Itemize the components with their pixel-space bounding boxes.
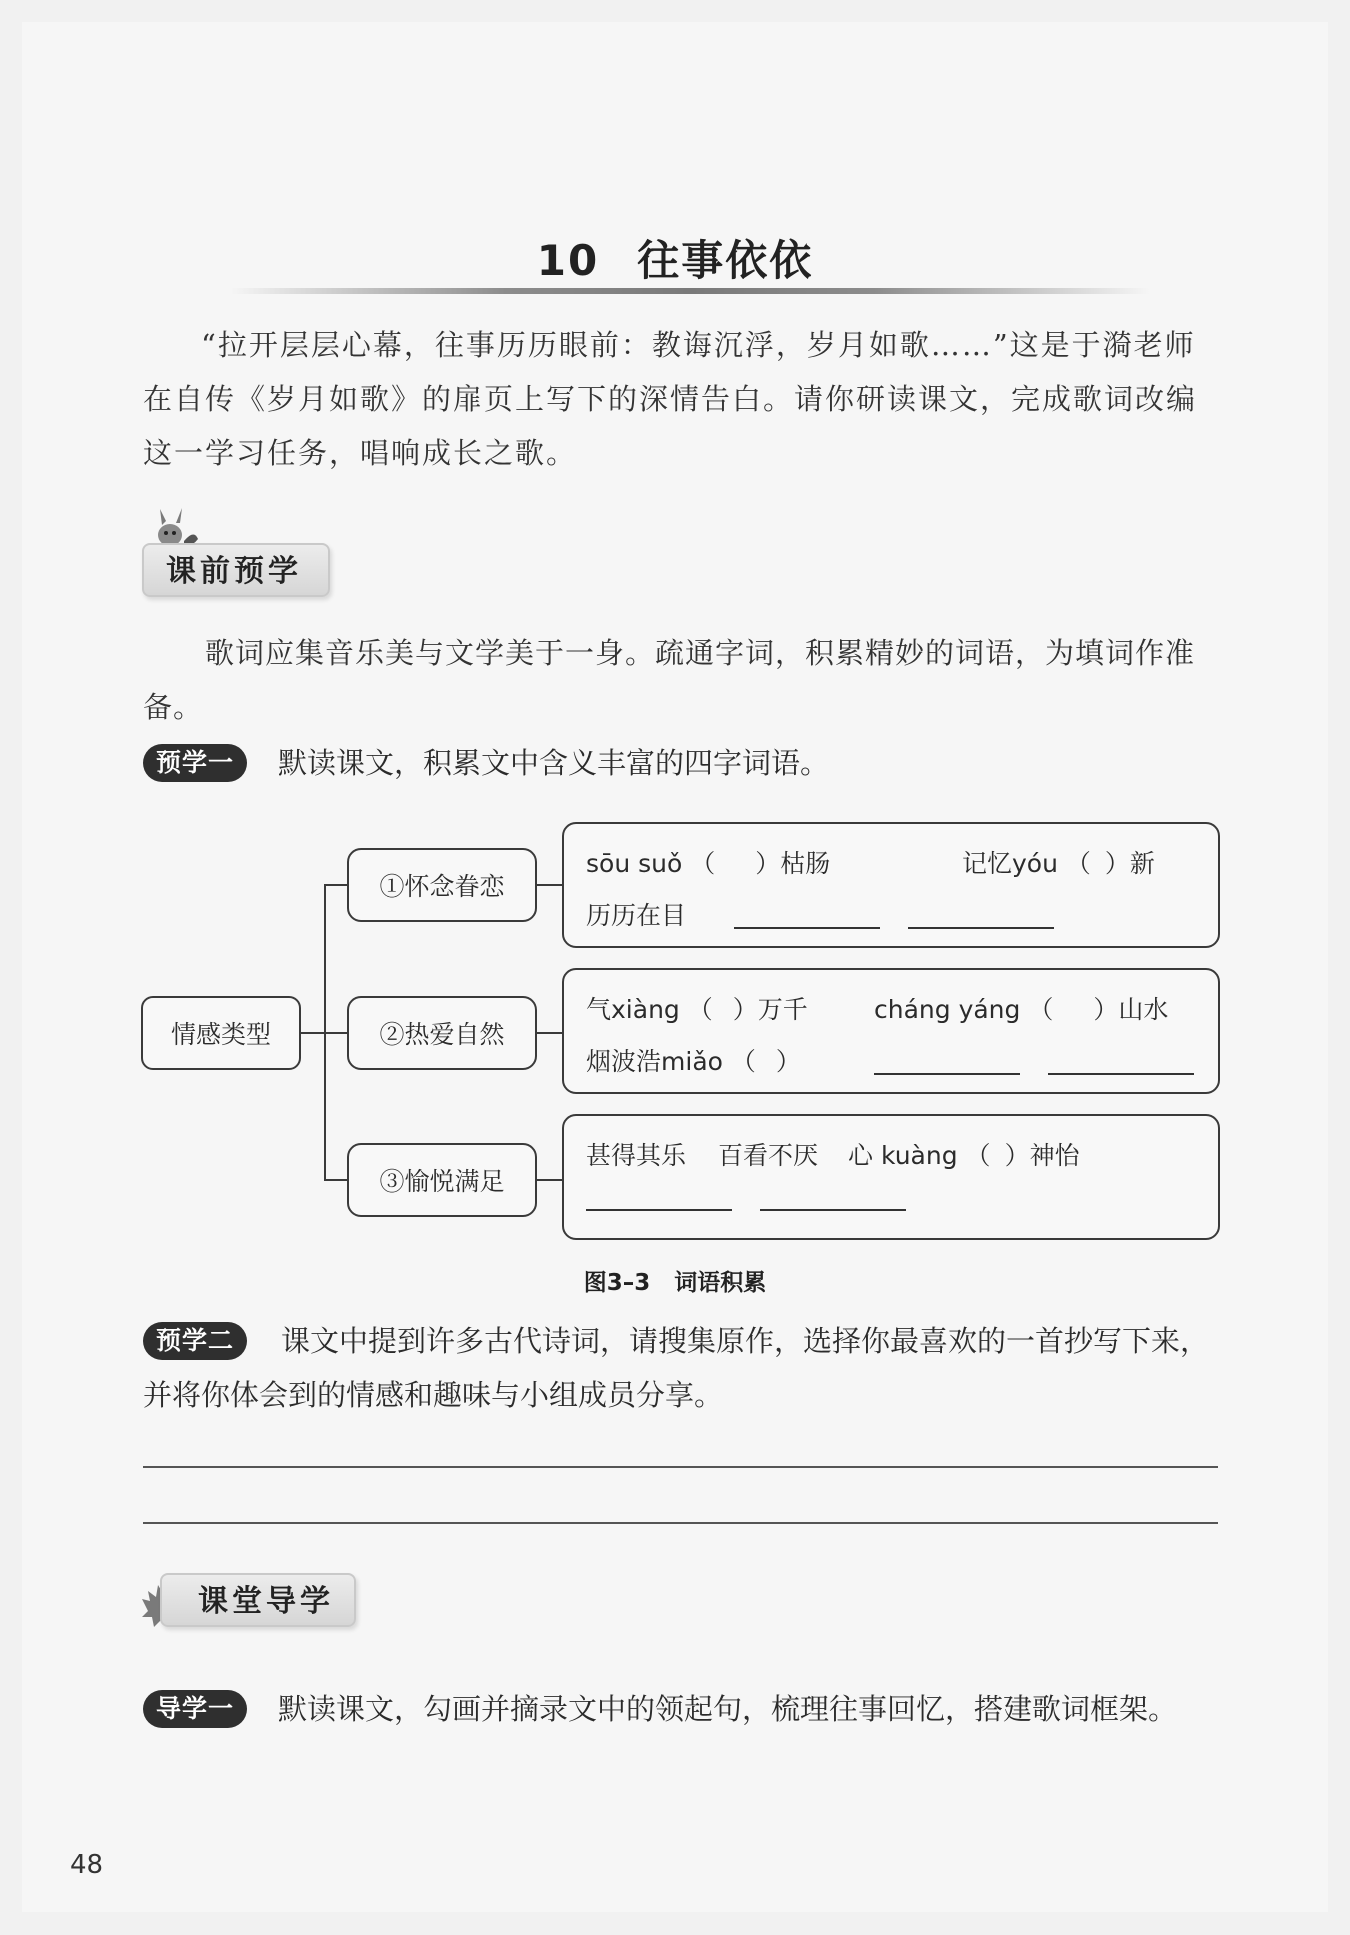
connector-leaf-3 (537, 1179, 563, 1181)
branch-label-2: ②热爱自然 (379, 1020, 505, 1049)
page-number: 48 (70, 1850, 104, 1880)
branch-label-3: ③愉悦满足 (379, 1167, 505, 1196)
answer-blank[interactable] (1048, 1072, 1194, 1075)
leaf2-row1-a: 气xiàng （ ）万千 (586, 995, 808, 1024)
answer-blank[interactable] (908, 926, 1054, 929)
writing-line-2[interactable] (143, 1522, 1218, 1524)
section1-text: 歌词应集音乐美与文学美于一身。疏通字词，积累精妙的词语，为填词作准备。 (143, 636, 1196, 724)
figure-title: 词语积累 (674, 1270, 767, 1296)
task-badge-class-1: 导学一 (143, 1690, 247, 1728)
section-tag-preview: 课前预学 (142, 543, 330, 597)
diagram-root-label: 情感类型 (170, 1020, 271, 1049)
leaf-box-1 (562, 822, 1220, 948)
answer-blank[interactable] (760, 1208, 906, 1211)
task-badge-preview-1: 预学一 (143, 744, 247, 782)
title-underline (230, 288, 1150, 294)
task2-text: 课文中提到许多古代诗词，请搜集原作，选择你最喜欢的一首抄写下来，并将你体会到的情感和趣味与小组成员分享。 (143, 1324, 1210, 1412)
leaf1-row2: 历历在目 (586, 901, 687, 930)
leaf3-row1: 甚得其乐 百看不厌 心 kuàng （ ）神怡 (586, 1141, 1080, 1170)
leaf2-row2: 烟波浩miǎo （ ） (586, 1047, 801, 1076)
answer-blank[interactable] (874, 1072, 1020, 1075)
answer-blank[interactable] (734, 926, 880, 929)
lesson-number: 10 (536, 236, 600, 285)
branch-node-1 (347, 848, 537, 922)
lesson-title-text: 往事依依 (637, 236, 814, 285)
task1-text: 默读课文，积累文中含义丰富的四字词语。 (278, 746, 830, 780)
leaf-box-2 (562, 968, 1220, 1094)
writing-line-1[interactable] (143, 1466, 1218, 1468)
connector-leaf-2 (537, 1032, 563, 1034)
branch-node-2 (347, 996, 537, 1070)
figure-caption (0, 1264, 1350, 1297)
answer-blank[interactable] (586, 1208, 732, 1211)
lesson-title (0, 228, 1350, 288)
section-tag-class: 课堂导学 (160, 1573, 356, 1627)
task-badge-preview-2: 预学二 (143, 1322, 247, 1360)
connector-branch-1 (324, 884, 348, 886)
figure-number: 图3–3 (583, 1270, 651, 1296)
connector-root (301, 1032, 325, 1034)
branch-node-3 (347, 1143, 537, 1217)
leaf1-row1-a: sōu suǒ （ ）枯肠 (586, 849, 831, 878)
leaf1-row1-b: 记忆yóu （ ）新 (962, 849, 1155, 878)
diagram-root (141, 996, 301, 1070)
leaf-box-3 (562, 1114, 1220, 1240)
connector-branch-2 (324, 1032, 348, 1034)
leaf2-row1-b: cháng yáng （ ）山水 (874, 995, 1169, 1024)
connector-leaf-1 (537, 884, 563, 886)
connector-branch-3 (324, 1179, 348, 1181)
branch-label-1: ①怀念眷恋 (379, 872, 505, 901)
intro-paragraph: “拉开层层心幕，往事历历眼前：教诲沉浮，岁月如歌……”这是于漪老师在自传《岁月如歌》的扉页上写下的深情告白。请你研读课文，完成歌词改编这一学习任务，唱响成长之歌。 (143, 328, 1198, 470)
task3-text: 默读课文，勾画并摘录文中的领起句，梳理往事回忆，搭建歌词框架。 (278, 1692, 1178, 1726)
